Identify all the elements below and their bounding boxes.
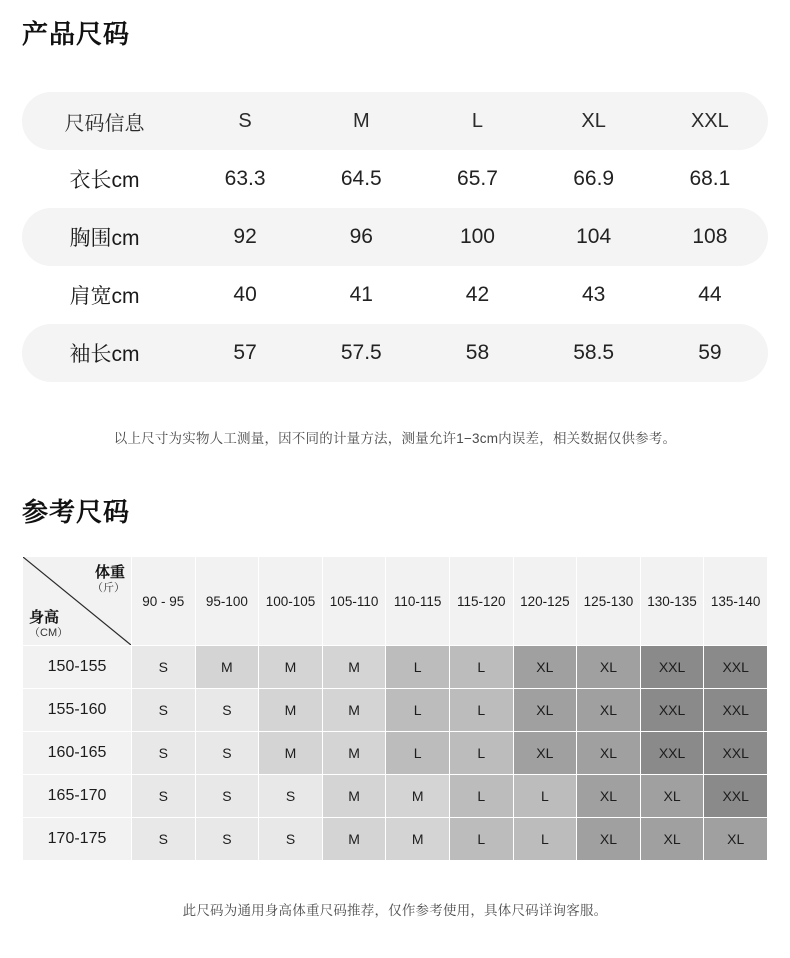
recommended-size-cell: M	[259, 646, 323, 689]
row-header-height: 150-155	[23, 646, 132, 689]
table-row	[23, 689, 768, 732]
page-title-product-size: 产品尺码	[22, 19, 131, 49]
recommended-size-cell: M	[322, 689, 386, 732]
row-header-height: 160-165	[23, 732, 132, 775]
recommended-size-cell: S	[259, 775, 323, 818]
table-row	[22, 266, 768, 324]
recommended-size-cell: S	[195, 689, 259, 732]
recommended-size-cell: XXL	[704, 732, 768, 775]
recommended-size-cell: XL	[640, 775, 704, 818]
recommended-size-cell: L	[449, 775, 513, 818]
column-header-size: M	[303, 92, 419, 150]
recommended-size-cell: XL	[577, 732, 641, 775]
recommended-size-cell: XXL	[640, 689, 704, 732]
recommended-size-cell: XL	[513, 689, 577, 732]
recommended-size-cell: L	[449, 689, 513, 732]
column-header-weight: 105-110	[322, 557, 386, 646]
recommended-size-cell: XL	[513, 732, 577, 775]
recommended-size-cell: M	[386, 818, 450, 861]
recommended-size-cell: XL	[577, 775, 641, 818]
measure-value-cell: 100	[419, 208, 535, 266]
measure-value-cell: 59	[652, 324, 768, 382]
axis-corner-cell	[23, 557, 132, 646]
row-header-measure: 衣长cm	[69, 169, 140, 192]
recommended-size-cell: XL	[640, 818, 704, 861]
recommended-size-cell: XL	[577, 689, 641, 732]
measure-value-cell: 68.1	[689, 167, 731, 190]
table-row	[22, 92, 768, 150]
recommended-size-cell: L	[386, 646, 450, 689]
recommended-size-cell: XXL	[704, 775, 768, 818]
measure-value-cell: 57	[187, 324, 303, 382]
recommended-size-cell: M	[259, 689, 323, 732]
column-header-size: XL	[536, 92, 652, 150]
height-axis-unit: （CM）	[29, 626, 69, 639]
reference-size-note: 此尺码为通用身高体重尺码推荐，仅作参考使用，具体尺码详询客服。	[182, 903, 608, 918]
column-header-weight: 90 - 95	[132, 557, 196, 646]
column-header-weight: 115-120	[449, 557, 513, 646]
recommended-size-cell: L	[449, 732, 513, 775]
table-row	[23, 818, 768, 861]
column-header-size: S	[187, 92, 303, 150]
row-header-height: 165-170	[23, 775, 132, 818]
measure-value-cell: 40	[233, 283, 257, 306]
row-header-measure: 袖长cm	[22, 324, 187, 382]
recommended-size-cell: XL	[577, 818, 641, 861]
column-header-weight: 130-135	[640, 557, 704, 646]
measure-value-cell: 42	[465, 283, 490, 306]
table-row	[23, 775, 768, 818]
product-size-note: 以上尺寸为实物人工测量，因不同的计量方法，测量允许1−3cm内误差，相关数据仅供参考。	[113, 431, 677, 446]
recommended-size-cell: XL	[577, 646, 641, 689]
measure-value-cell: 63.3	[224, 167, 266, 190]
row-header-measure: 胸围cm	[22, 208, 187, 266]
table-row	[22, 208, 768, 266]
recommended-size-cell: XL	[704, 818, 768, 861]
measure-value-cell: 58	[419, 324, 535, 382]
row-header-height: 170-175	[23, 818, 132, 861]
recommended-size-cell: S	[132, 689, 196, 732]
column-header-weight: 100-105	[259, 557, 323, 646]
recommended-size-cell: L	[386, 689, 450, 732]
recommended-size-cell: L	[513, 775, 577, 818]
recommended-size-cell: S	[195, 775, 259, 818]
page-title-reference-size: 参考尺码	[22, 497, 131, 527]
measure-value-cell: 43	[581, 283, 606, 306]
measure-value-cell: 66.9	[573, 167, 615, 190]
recommended-size-cell: M	[322, 818, 386, 861]
recommended-size-cell: M	[322, 775, 386, 818]
weight-axis-label: 体重	[94, 564, 125, 581]
column-header-weight: 125-130	[577, 557, 641, 646]
recommended-size-cell: XXL	[640, 732, 704, 775]
recommended-size-cell: M	[322, 646, 386, 689]
column-header-weight: 135-140	[704, 557, 768, 646]
measure-value-cell: 92	[187, 208, 303, 266]
column-header-label: 尺码信息	[22, 92, 187, 150]
measure-value-cell: 58.5	[536, 324, 652, 382]
recommended-size-cell: XL	[513, 646, 577, 689]
measure-value-cell: 41	[349, 283, 373, 306]
recommended-size-cell: XXL	[704, 646, 768, 689]
column-header-weight: 110-115	[386, 557, 450, 646]
recommended-size-cell: S	[132, 818, 196, 861]
column-header-size: L	[419, 92, 535, 150]
measure-value-cell: 44	[698, 283, 722, 306]
recommended-size-cell: L	[513, 818, 577, 861]
column-header-weight: 95-100	[195, 557, 259, 646]
column-header-size: XXL	[652, 92, 768, 150]
recommended-size-cell: M	[386, 775, 450, 818]
measure-value-cell: 108	[652, 208, 768, 266]
table-row	[23, 646, 768, 689]
table-row	[23, 732, 768, 775]
recommended-size-cell: XXL	[640, 646, 704, 689]
measure-value-cell: 64.5	[340, 167, 382, 190]
recommended-size-cell: M	[195, 646, 259, 689]
measure-value-cell: 96	[303, 208, 419, 266]
row-header-height: 155-160	[23, 689, 132, 732]
recommended-size-cell: S	[195, 818, 259, 861]
height-axis-label: 身高	[29, 609, 60, 627]
recommended-size-cell: L	[449, 646, 513, 689]
recommended-size-cell: L	[449, 818, 513, 861]
reference-size-table	[22, 556, 768, 861]
table-row	[22, 324, 768, 382]
column-header-weight: 120-125	[513, 557, 577, 646]
recommended-size-cell: S	[132, 732, 196, 775]
table-row	[22, 150, 768, 208]
reference-header-row	[23, 557, 768, 646]
recommended-size-cell: S	[259, 818, 323, 861]
recommended-size-cell: S	[132, 646, 196, 689]
recommended-size-cell: L	[386, 732, 450, 775]
product-size-table	[22, 92, 768, 382]
recommended-size-cell: M	[259, 732, 323, 775]
recommended-size-cell: XXL	[704, 689, 768, 732]
measure-value-cell: 57.5	[303, 324, 419, 382]
recommended-size-cell: S	[195, 732, 259, 775]
recommended-size-cell: S	[132, 775, 196, 818]
recommended-size-cell: M	[322, 732, 386, 775]
weight-axis-unit: （斤）	[92, 581, 125, 594]
measure-value-cell: 104	[536, 208, 652, 266]
measure-value-cell: 65.7	[457, 167, 498, 190]
row-header-measure: 肩宽cm	[69, 285, 140, 308]
